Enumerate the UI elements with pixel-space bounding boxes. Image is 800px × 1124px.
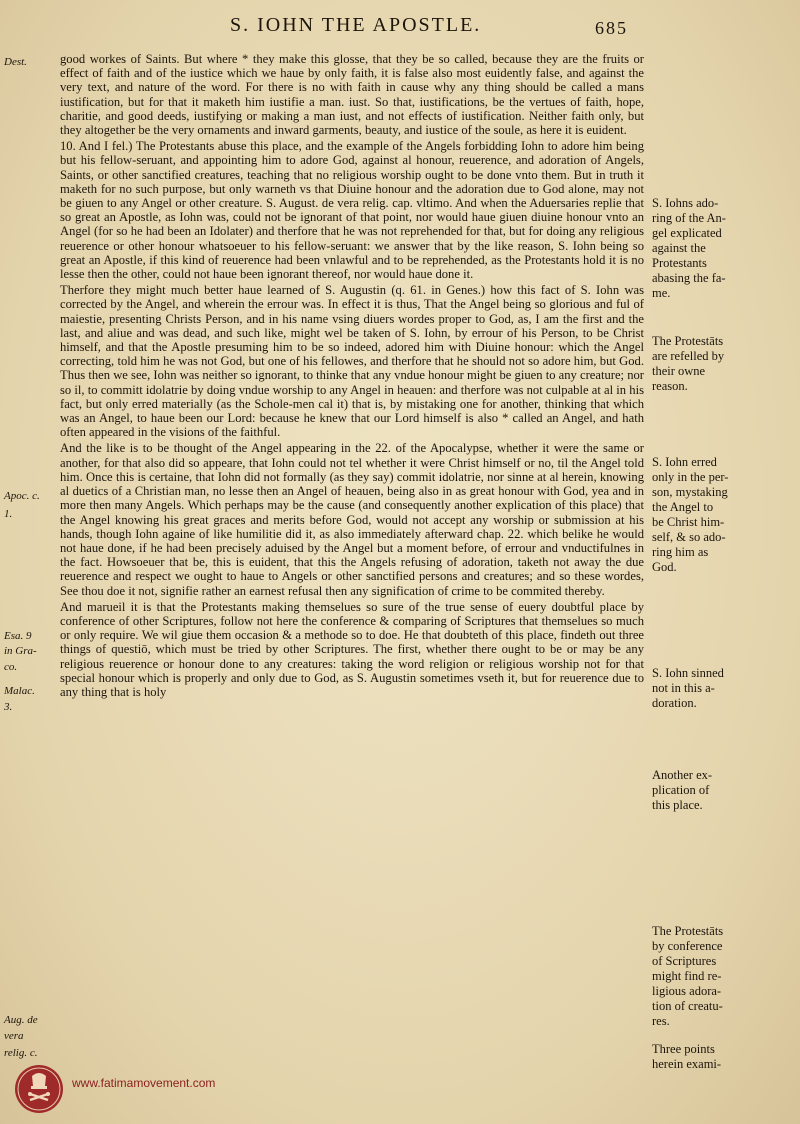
margin-note-line: plication of [652, 783, 710, 797]
margin-note-line: ring him as [652, 545, 709, 559]
margin-ref: Malac. [4, 685, 35, 697]
body-text [60, 52, 644, 701]
margin-ref: relig. c. [4, 1047, 38, 1059]
margin-note-line: self, & so ado- [652, 530, 726, 544]
margin-note-line: S. Iohn sinned [652, 666, 724, 680]
margin-note-line: are refelled by [652, 349, 725, 363]
margin-note-line: ring of the An- [652, 211, 726, 225]
margin-note-line: gel explicated [652, 226, 722, 240]
margin-note-line: God. [652, 560, 677, 574]
margin-note-line: Another ex- [652, 768, 713, 782]
margin-note [652, 334, 792, 394]
margin-note-line: abasing the fa- [652, 271, 726, 285]
margin-note-line: ligious adora- [652, 984, 722, 998]
margin-note-line: S. Iohns ado- [652, 196, 719, 210]
margin-note [652, 455, 792, 575]
margin-note-line: only in the per- [652, 470, 729, 484]
margin-note-line: might find re- [652, 969, 722, 983]
margin-ref: co. [4, 661, 18, 673]
margin-ref: Dest. [4, 56, 27, 68]
margin-note-line: The Protestāts [652, 334, 724, 348]
margin-note-line: son, mystaking [652, 485, 728, 499]
margin-note-line: this place. [652, 798, 703, 812]
margin-ref: 3. [4, 701, 13, 713]
margin-ref: Esa. 9 [4, 630, 32, 642]
margin-note-line: their owne [652, 364, 706, 378]
margin-note-line: not in this a- [652, 681, 715, 695]
margin-note-line: me. [652, 286, 671, 300]
margin-note-line: res. [652, 1014, 670, 1028]
margin-note-line: herein exami- [652, 1057, 722, 1071]
margin-ref: Aug. de [4, 1014, 38, 1026]
margin-ref: in Gra- [4, 645, 37, 657]
running-header [230, 4, 650, 40]
margin-note [652, 924, 792, 1029]
margin-ref: Apoc. c. [4, 490, 40, 502]
papal-emblem-icon [14, 1064, 64, 1114]
page-number: 685 [595, 18, 628, 38]
margin-note-line: against the [652, 241, 706, 255]
margin-note-line: Three points [652, 1042, 715, 1056]
margin-note-line: of Scriptures [652, 954, 717, 968]
margin-note-line: by conference [652, 939, 723, 953]
margin-note-line: doration. [652, 696, 697, 710]
margin-note [652, 666, 792, 711]
margin-note-line: The Protestāts [652, 924, 724, 938]
margin-ref: vera [4, 1030, 24, 1042]
website-footer[interactable]: www.fatimamovement.com [72, 1076, 216, 1090]
paragraph: Therfore they might much better haue learned of S. Augustin (q. 61. in Genes.) how this fact of S. Iohn was corrected by the Angel, and wherein the errour was. In effect it is thus, That the Angel being so glorious and ful of maiestie, presenting Christs Person, and in his name vsing diuers wordes proper to God, as, I am the first and the last, and aliue and was dead, and such like, might wel be taken of S. Iohn, by errour of his Person, to be Christ himself, and that the Apostle presuming him to be so indeed, adored him with Diuine honour: which the Angel correcting, told him he was not God, but one of his fellowes, and therfore that he should not so adore him, but God. Thus then we see, Iohn was neither so ignorant, to thinke that any vndue honour might be giuen to any creature; nor so il, to committ idolatrie by doing vndue worship to any Angel in heauen: and therfore was not culpable at al in his fact, but only erred materially (as the Schole-men cal it) that is, by mistaking one for another, thinking that which was an Angel, to haue been our Lord: because he knew that our Lord himself is also * called an Angel, and hath often appeared in the visions of the faithful. [60, 283, 644, 440]
margin-note-line: Protestants [652, 256, 707, 270]
margin-note-line: tion of creatu- [652, 999, 723, 1013]
margin-ref: 1. [4, 508, 13, 520]
running-title: S. IOHN THE APOSTLE. [230, 14, 482, 36]
margin-note-line: the Angel to [652, 500, 714, 514]
margin-note-line: reason. [652, 379, 688, 393]
paragraph: And marueil it is that the Protestants making themselues so sure of the true sense of euery doubtful place by conference of other Scriptures, follow not here the conference & comparing of Scriptures that themselues so much or only require. We wil giue them occasion & a methode so to doe. He that doubteth of this place, findeth out three things of questiō, which must be tried by other Scriptures. The first, whether there ought to be or may be any religious reuerence or honour done to any creatures: taking the word religion or religious worship not for that special honour which is properly and only due to God, as S. Augustin sometimes vseth it, but for reuerence due to any thing that is holy [60, 599, 644, 699]
paragraph: good workes of Saints. But where * they make this glosse, that they be so called, because they are the fruits or effect of faith and of the iustice which we haue by only faith, it is false also most euidently false, and against the very text, and nature of the word. For there is no with faith in cause why any thing should be called a mans iustification, but for that it maketh him iustifie a man. iust. So that, iustifications, be the vertues of faith, hope, charitie, and good deeds, iustifying or making a man iust, and not effects of iustification. Neither faith only, but they altogether be the very ornaments and inward garments, beauty, and iustice of the soule, as here it is euident. [60, 52, 644, 138]
margin-note-line: be Christ him- [652, 515, 725, 529]
margin-note [652, 1042, 792, 1072]
paragraph: And the like is to be thought of the Angel appearing in the 22. of the Apocalypse, whether it were the same or another, for that also did so appeare, that Iohn could not tel whether it were Christ himself or no, til the Angel told him. Once this is certaine, that Iohn did not formally (as they say) commit idolatrie, nor sinne at al herein, knowing al duetics of a Christian man, no lesse then an Angel of heauen, being also in as great honour with God, yea and in more then many Angels. Which perhaps may be the cause (and consequently another explication of this place) that the Angel knowing his great graces and merits before God, would not accept any worship or submission at his hands, though Iohn againe of like humilitie did it, as also immediately afterward chap. 22. which belike he would not haue done, if he had been precisely aduised by the Angel but a moment before, of errour and vnductifulnes in the fact. Howsoeuer that be, this is euident, that this the Angels refusing of adoration, taketh not away the due reuerence and respect we ought to haue to Angels or other sanctified persons and creatures; and so these wordes, See thou doe it not, signifie rather an earnest refusal then any signification of crime to be commited thereby. [60, 441, 644, 598]
margin-note [652, 768, 792, 813]
paragraph: 10. And I fel.) The Protestants abuse this place, and the example of the Angels forbidding Iohn to adore him being but his fellow-seruant, and appointing him to adore God, against al honour, reuerence, and adoration of Angels, Saints, or other sanctified creatures, teaching that no religious worship ought to be done vnto them. But in truth it maketh for no such purpose, but only warneth vs that Diuine honour and the adoration due to God alone, may not be giuen to any Angel or other creature. S. August. de vera relig. cap. vltimo. And when the Aduersaries replie that so great an Apostle, as Iohn was, could not be ignorant of that point, nor would haue giuen diuine honour vnto an Angel (for so he had been an Idolater) and therfore that he was not reprehended for that, but for doing any religious reuerence or other honour whatsoeuer to his fellow-seruant: we answer that by the like reason, S. Iohn being so great an Apostle, if this kind of reuerence had been vnlawful and to be reprehended, as the Protestants hold it is no lesse then the other, could not haue been ignorant thereof, nor would haue done it. [60, 139, 644, 282]
margin-note [652, 196, 792, 301]
margin-note-line: S. Iohn erred [652, 455, 717, 469]
